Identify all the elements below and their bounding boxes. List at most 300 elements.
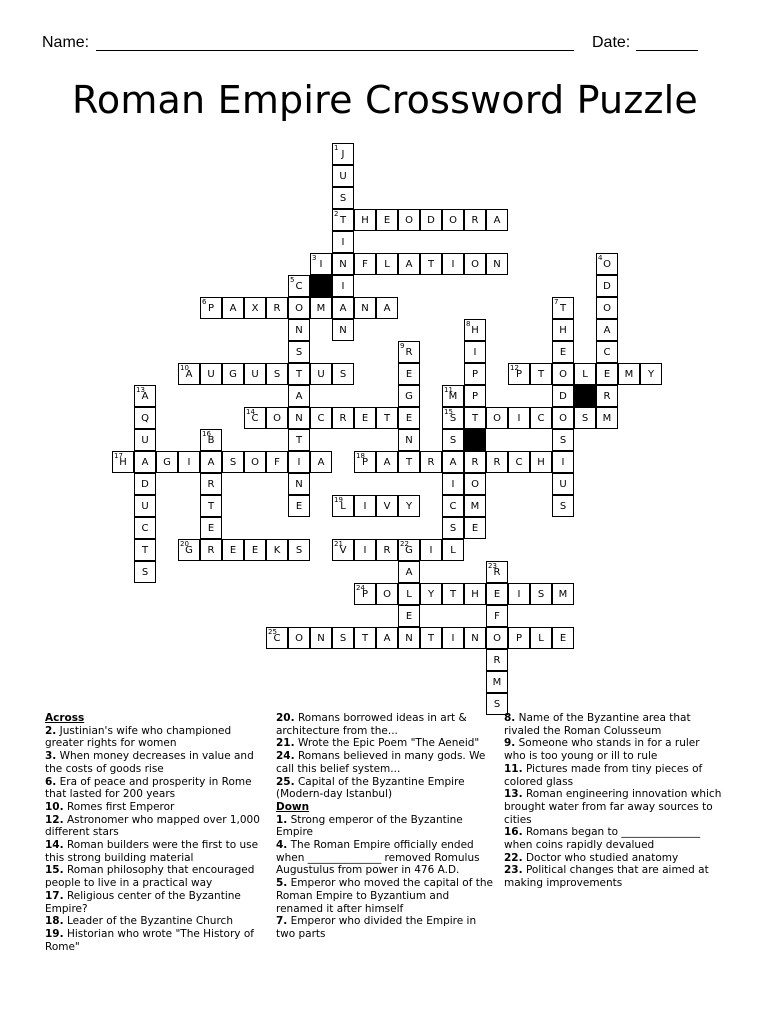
grid-cell[interactable] [222, 297, 244, 319]
cell-letter: A [317, 457, 325, 468]
clue-number: 16. [504, 826, 523, 839]
grid-cell[interactable] [332, 253, 354, 275]
cell-letter: G [405, 545, 413, 556]
cell-letter: A [207, 457, 215, 468]
grid-cell[interactable] [530, 407, 552, 429]
cell-number: 25 [268, 628, 277, 636]
cell-letter: O [383, 589, 391, 600]
grid-cell[interactable] [134, 451, 156, 473]
cell-letter: S [273, 369, 281, 380]
clue-number: 10. [45, 800, 64, 813]
cell-number: 13 [136, 386, 145, 394]
page-title: Roman Empire Crossword Puzzle [72, 78, 698, 122]
grid-cell[interactable] [552, 429, 574, 451]
cell-letter: S [559, 435, 567, 446]
cell-letter: O [559, 413, 567, 424]
clue-number: 7. [276, 915, 288, 928]
cell-number: 11 [444, 386, 453, 394]
grid-cell[interactable] [552, 297, 574, 319]
grid-cell[interactable] [288, 297, 310, 319]
grid-cell[interactable] [134, 561, 156, 583]
grid-cell[interactable] [530, 627, 552, 649]
cell-number: 3 [312, 254, 317, 262]
cell-letter: U [339, 171, 347, 182]
grid-cell[interactable] [354, 253, 376, 275]
grid-cell[interactable] [332, 627, 354, 649]
grid-cell[interactable] [398, 407, 420, 429]
cell-number: 15 [444, 408, 453, 416]
clues-column-3 [504, 712, 722, 890]
grid-cell[interactable] [398, 627, 420, 649]
clue [45, 915, 267, 928]
grid-cell[interactable] [552, 341, 574, 363]
cell-letter: I [429, 545, 433, 556]
clue-number: 12. [45, 813, 64, 826]
grid-cell[interactable] [442, 539, 464, 561]
grid-cell[interactable] [398, 539, 420, 561]
cell-letter: L [340, 501, 346, 512]
grid-cell[interactable] [354, 583, 376, 605]
cell-letter: C [273, 633, 281, 644]
grid-cell[interactable] [354, 495, 376, 517]
clue-number: 3. [45, 750, 57, 763]
cell-letter: T [427, 633, 435, 644]
cell-letter: S [449, 413, 457, 424]
grid-cell[interactable] [200, 363, 222, 385]
cell-letter: G [229, 369, 237, 380]
grid-cell[interactable] [288, 341, 310, 363]
grid-cell[interactable] [486, 583, 508, 605]
grid-cell[interactable] [486, 605, 508, 627]
cell-letter: J [341, 149, 345, 160]
grid-cell[interactable] [464, 407, 486, 429]
grid-cell[interactable] [574, 407, 596, 429]
grid-cell[interactable] [244, 539, 266, 561]
grid-cell[interactable] [420, 627, 442, 649]
grid-cell[interactable] [332, 407, 354, 429]
grid-cell[interactable] [332, 539, 354, 561]
grid-cell[interactable] [376, 297, 398, 319]
cell-letter: R [207, 479, 215, 490]
grid-cell[interactable] [288, 473, 310, 495]
cell-number: 24 [356, 584, 365, 592]
grid-cell[interactable] [376, 451, 398, 473]
grid-cell[interactable] [244, 363, 266, 385]
grid-cell[interactable] [420, 451, 442, 473]
cell-letter: N [339, 259, 347, 270]
grid-cell[interactable] [486, 253, 508, 275]
grid-cell[interactable] [464, 583, 486, 605]
cell-letter: E [405, 611, 413, 622]
grid-cell[interactable] [596, 275, 618, 297]
cell-letter: E [471, 523, 479, 534]
grid-cell[interactable] [244, 297, 266, 319]
cell-letter: N [471, 633, 479, 644]
clue [45, 776, 267, 801]
grid-cell[interactable] [530, 583, 552, 605]
grid-cell[interactable] [200, 473, 222, 495]
grid-cell[interactable] [288, 429, 310, 451]
grid-cell[interactable] [486, 209, 508, 231]
grid-cell[interactable] [354, 539, 376, 561]
cell-letter: F [494, 611, 500, 622]
cell-letter: D [603, 281, 611, 292]
grid-cell[interactable] [464, 341, 486, 363]
grid-cell[interactable] [398, 209, 420, 231]
cell-letter: R [427, 457, 435, 468]
grid-cell[interactable] [442, 407, 464, 429]
grid-cell[interactable] [332, 275, 354, 297]
cell-number: 5 [290, 276, 295, 284]
grid-cell[interactable] [398, 385, 420, 407]
grid-cell[interactable] [508, 407, 530, 429]
grid-cell[interactable] [442, 583, 464, 605]
grid-cell[interactable] [640, 363, 662, 385]
grid-cell[interactable] [486, 407, 508, 429]
cell-letter: S [449, 435, 457, 446]
grid-cell[interactable] [442, 627, 464, 649]
grid-cell[interactable] [442, 495, 464, 517]
grid-cell[interactable] [442, 429, 464, 451]
grid-cell[interactable] [288, 495, 310, 517]
grid-cell[interactable] [134, 385, 156, 407]
cell-letter: A [405, 259, 413, 270]
clue-text: Wrote the Epic Poem "The Aeneid" [294, 737, 480, 750]
grid-cell[interactable] [596, 363, 618, 385]
cell-letter: C [317, 413, 325, 424]
cell-letter: U [559, 479, 567, 490]
cell-letter: S [559, 501, 567, 512]
grid-cell[interactable] [398, 429, 420, 451]
cell-letter: V [339, 545, 347, 556]
cell-letter: C [449, 501, 457, 512]
grid-cell[interactable] [266, 451, 288, 473]
grid-cell[interactable] [354, 451, 376, 473]
grid-cell[interactable] [420, 253, 442, 275]
cell-letter: E [405, 369, 413, 380]
grid-cell[interactable] [288, 627, 310, 649]
grid-cell[interactable] [398, 561, 420, 583]
grid-cell[interactable] [288, 539, 310, 561]
clue-number: 6. [45, 775, 57, 788]
grid-cell[interactable] [310, 297, 332, 319]
cell-letter: N [405, 633, 413, 644]
cell-letter: A [141, 391, 149, 402]
grid-cell[interactable] [464, 517, 486, 539]
cell-letter: D [427, 215, 435, 226]
grid-cell[interactable] [552, 363, 574, 385]
cell-letter: E [383, 215, 391, 226]
grid-cell[interactable] [420, 539, 442, 561]
grid-cell[interactable] [530, 451, 552, 473]
cell-letter: O [405, 215, 413, 226]
cell-letter: T [559, 303, 567, 314]
grid-cell[interactable] [200, 429, 222, 451]
cell-letter: E [295, 501, 303, 512]
grid-cell[interactable] [464, 319, 486, 341]
cell-number: 12 [510, 364, 519, 372]
clue [276, 737, 496, 750]
cell-letter: O [273, 413, 281, 424]
grid-cell[interactable] [288, 319, 310, 341]
cell-letter: F [362, 259, 368, 270]
grid-cell[interactable] [398, 341, 420, 363]
grid-cell[interactable] [464, 451, 486, 473]
grid-cell[interactable] [134, 407, 156, 429]
grid-cell[interactable] [134, 517, 156, 539]
grid-cell[interactable] [552, 495, 574, 517]
grid-cell[interactable] [266, 297, 288, 319]
clue-number: 19. [45, 927, 64, 940]
clue-text: Someone who stands in for a ruler who is too young or ill to rule [504, 737, 700, 763]
cell-letter: A [185, 369, 193, 380]
cell-letter: M [624, 369, 634, 380]
cell-letter: N [317, 633, 325, 644]
grid-cell[interactable] [442, 473, 464, 495]
clue-number: 1. [276, 813, 288, 826]
cell-number: 14 [246, 408, 255, 416]
grid-cell[interactable] [244, 451, 266, 473]
grid-cell[interactable] [508, 451, 530, 473]
cell-letter: A [449, 457, 457, 468]
grid-cell[interactable] [134, 429, 156, 451]
cell-letter: P [361, 457, 369, 468]
cell-number: 1 [334, 144, 339, 152]
grid-cell[interactable] [266, 363, 288, 385]
grid-cell[interactable] [288, 275, 310, 297]
grid-cell[interactable] [332, 187, 354, 209]
grid-cell[interactable] [288, 407, 310, 429]
grid-cell[interactable] [310, 627, 332, 649]
cell-letter: T [471, 413, 479, 424]
grid-cell[interactable] [112, 451, 134, 473]
cell-letter: S [229, 457, 237, 468]
cell-letter: T [537, 369, 545, 380]
grid-cell[interactable] [354, 407, 376, 429]
grid-cell[interactable] [332, 231, 354, 253]
grid-cell[interactable] [310, 363, 332, 385]
cell-letter: Y [427, 589, 435, 600]
grid-cell[interactable] [552, 407, 574, 429]
grid-cell[interactable] [134, 473, 156, 495]
grid-cell[interactable] [552, 473, 574, 495]
grid-cell[interactable] [332, 319, 354, 341]
grid-cell[interactable] [398, 253, 420, 275]
grid-cell[interactable] [222, 539, 244, 561]
cell-letter: A [339, 303, 347, 314]
grid-cell[interactable] [574, 363, 596, 385]
grid-cell[interactable] [178, 363, 200, 385]
grid-cell[interactable] [200, 517, 222, 539]
grid-cell[interactable] [178, 451, 200, 473]
grid-cell[interactable] [398, 495, 420, 517]
grid-cell[interactable] [200, 451, 222, 473]
grid-cell[interactable] [332, 143, 354, 165]
grid-cell[interactable] [530, 363, 552, 385]
grid-cell[interactable] [354, 297, 376, 319]
grid-cell[interactable] [222, 451, 244, 473]
clue-number: 2. [45, 724, 57, 737]
grid-cell[interactable] [442, 253, 464, 275]
cell-letter: T [405, 457, 413, 468]
grid-cell[interactable] [618, 363, 640, 385]
clue [45, 839, 267, 864]
grid-cell[interactable] [596, 407, 618, 429]
grid-cell[interactable] [376, 495, 398, 517]
grid-cell[interactable] [354, 627, 376, 649]
cell-letter: I [517, 589, 521, 600]
grid-cell[interactable] [376, 407, 398, 429]
grid-cell[interactable] [288, 451, 310, 473]
cell-letter: O [559, 369, 567, 380]
cell-letter: R [603, 391, 611, 402]
grid-cell[interactable] [398, 451, 420, 473]
cell-letter: N [361, 303, 369, 314]
cell-letter: C [537, 413, 545, 424]
cell-number: 8 [466, 320, 471, 328]
grid-cell[interactable] [266, 627, 288, 649]
cell-letter: R [471, 457, 479, 468]
grid-cell[interactable] [332, 495, 354, 517]
grid-cell[interactable] [398, 605, 420, 627]
clue-text: Religious center of the Byzantine Empire? [45, 889, 241, 915]
grid-cell[interactable] [200, 495, 222, 517]
grid-cell[interactable] [464, 253, 486, 275]
cell-letter: E [493, 589, 501, 600]
cell-number: 22 [400, 540, 409, 548]
cell-letter: A [383, 303, 391, 314]
grid-cell[interactable] [442, 451, 464, 473]
clue [45, 801, 267, 814]
grid-cell[interactable] [442, 385, 464, 407]
grid-cell[interactable] [288, 385, 310, 407]
grid-cell[interactable] [266, 407, 288, 429]
grid-cell[interactable] [596, 341, 618, 363]
grid-cell[interactable] [552, 385, 574, 407]
grid-cell[interactable] [464, 473, 486, 495]
cell-letter: C [515, 457, 523, 468]
cell-number: 20 [180, 540, 189, 548]
grid-cell[interactable] [596, 253, 618, 275]
cell-letter: O [251, 457, 259, 468]
grid-cell[interactable] [552, 319, 574, 341]
grid-cell[interactable] [596, 319, 618, 341]
grid-cell[interactable] [376, 209, 398, 231]
cell-letter: A [295, 391, 303, 402]
clue [276, 814, 496, 839]
grid-cell[interactable] [442, 209, 464, 231]
grid-cell[interactable] [486, 649, 508, 671]
grid-cell[interactable] [398, 583, 420, 605]
grid-cell[interactable] [134, 495, 156, 517]
cell-letter: H [537, 457, 545, 468]
grid-cell[interactable] [376, 583, 398, 605]
grid-cell[interactable] [332, 209, 354, 231]
grid-cell[interactable] [398, 363, 420, 385]
grid-cell[interactable] [508, 627, 530, 649]
clue-text: Leader of the Byzantine Church [63, 915, 233, 928]
grid-cell[interactable] [200, 539, 222, 561]
cell-letter: S [581, 413, 589, 424]
clue-text: The Roman Empire officially ended when ______________ removed Romulus Augustulus from power in 476 A.D. [276, 839, 480, 877]
clue-number: 4. [276, 839, 288, 852]
grid-cell[interactable] [332, 297, 354, 319]
grid-cell[interactable] [486, 627, 508, 649]
grid-cell[interactable] [332, 363, 354, 385]
grid-cell[interactable] [508, 583, 530, 605]
clue-text: Romans borrowed ideas in art & architecture from the... [276, 712, 467, 737]
grid-cell[interactable] [376, 539, 398, 561]
black-cell [464, 429, 486, 451]
grid-cell[interactable] [552, 627, 574, 649]
grid-cell[interactable] [464, 209, 486, 231]
grid-cell[interactable] [310, 407, 332, 429]
cell-letter: I [517, 413, 521, 424]
clue-text: When money decreases in value and the costs of goods rise [45, 750, 254, 775]
cell-letter: G [185, 545, 193, 556]
cell-letter: L [406, 589, 412, 600]
grid-cell[interactable] [376, 627, 398, 649]
grid-cell[interactable] [464, 627, 486, 649]
grid-cell[interactable] [552, 451, 574, 473]
grid-cell[interactable] [596, 385, 618, 407]
clue-number: 23. [504, 864, 523, 877]
cell-letter: E [229, 545, 237, 556]
cell-letter: Y [405, 501, 413, 512]
cell-letter: E [559, 633, 567, 644]
grid-cell[interactable] [310, 253, 332, 275]
grid-cell[interactable] [156, 451, 178, 473]
clue-text: Romes first Emperor [63, 800, 175, 813]
grid-cell[interactable] [552, 583, 574, 605]
grid-cell[interactable] [464, 385, 486, 407]
grid-cell[interactable] [222, 363, 244, 385]
cell-number: 9 [400, 342, 405, 350]
cell-letter: S [339, 633, 347, 644]
grid-cell[interactable] [332, 165, 354, 187]
grid-cell[interactable] [354, 209, 376, 231]
grid-cell[interactable] [200, 297, 222, 319]
clue-number: 17. [45, 889, 64, 902]
grid-cell[interactable] [420, 583, 442, 605]
grid-cell[interactable] [420, 209, 442, 231]
cell-letter: S [295, 347, 303, 358]
cell-letter: R [405, 347, 413, 358]
cell-letter: T [383, 413, 391, 424]
grid-cell[interactable] [376, 253, 398, 275]
grid-cell[interactable] [596, 297, 618, 319]
grid-cell[interactable] [464, 495, 486, 517]
clue [45, 725, 267, 750]
grid-cell[interactable] [134, 539, 156, 561]
cell-letter: C [251, 413, 259, 424]
grid-cell[interactable] [486, 561, 508, 583]
cell-letter: N [295, 325, 303, 336]
grid-cell[interactable] [508, 363, 530, 385]
grid-cell[interactable] [266, 539, 288, 561]
grid-cell[interactable] [486, 671, 508, 693]
grid-cell[interactable] [486, 451, 508, 473]
grid-cell[interactable] [442, 517, 464, 539]
grid-cell[interactable] [310, 451, 332, 473]
grid-cell[interactable] [178, 539, 200, 561]
cell-letter: H [119, 457, 127, 468]
grid-cell[interactable] [464, 363, 486, 385]
grid-cell[interactable] [244, 407, 266, 429]
grid-cell[interactable] [288, 363, 310, 385]
cell-letter: A [383, 633, 391, 644]
cell-letter: D [141, 479, 149, 490]
